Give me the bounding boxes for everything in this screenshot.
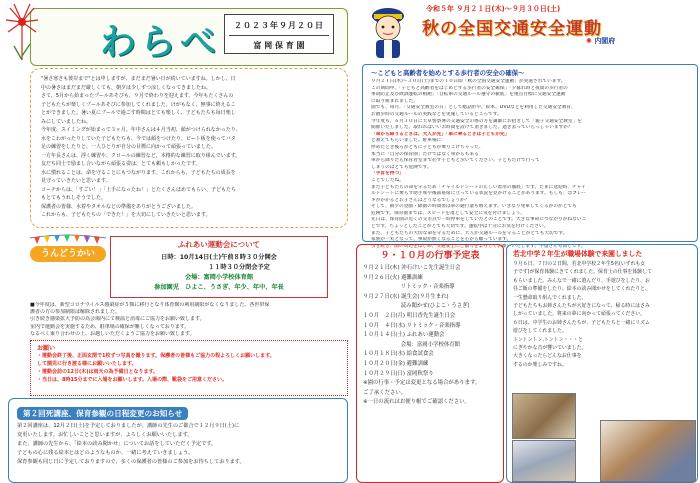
traffic-line: ルドシートに乗らず助手席や後部座席に立っている状況を見かけることがあります。もしも、急ブレー [371,191,587,197]
article-line: 見守っていきたいと思います。 [41,178,111,184]
traffic-line: 家族が一丸となって、事故が無くなることを心から願っています。 [371,237,512,243]
please-list [37,352,341,384]
undokai-note-line: 引き続き感染拡大予防の為会場内にて検温と消毒にご協力をお願い致します。 [30,316,205,323]
cabinet-office [586,36,615,46]
article-line: さて、5月から始まったプールあそびも、９月で終わりを迎えます。今年もたくさんの [41,93,234,99]
event-item: ※園の行事・予定は変更となる場合があります。 [363,380,481,387]
visit-line: 大きくなったらどんなお仕事を [513,353,582,360]
traffic-line: また子どもたちの命を守るため「チャイルドシートの正しい着用の徹底」です。たまに送迎時、チャイ [371,184,586,190]
police-mascot-icon [362,2,414,60]
traffic-highlight-2: 「手首を持つ」 [371,171,404,177]
article-line: 水をこわがったりしていた子どもたちも、今では顔をつけたり、ビート板を使ってバタ [41,135,236,142]
ehon-line: また、講師の先生から、「絵本の読み聞かせ」についてお話をしていただく予定です。 [17,441,217,447]
visit-line: 子どもたちもお姉さんたちが大好きになって、帰る時にはさみ [513,303,650,310]
traffic-line: そして、朝夕の登園・降園の時間帯は車の通行量も増えます。いきなり発車してくるかのがとても [371,204,577,210]
article-line: 今年度、スイミングが始まって３ヶ月。年中さんは４月当初、顔がつけられなかったり、 [41,127,241,133]
traffic-line: 車から降りたら保育者室まで必ず子どもと歩いてください。子どもだけで行って [371,158,540,164]
traffic-line: 本当に「自分の保育園」だけではなく車からも来る [371,151,479,157]
traffic-line: 今年度も、６月１０日に天草警察署の交通安全の係の方を講師にお招きして「親子交通安全教室」を [371,118,582,124]
events-title: ９・１０月の行事予定表 [380,251,480,261]
visit-line: にぎやかな音が響いていました。 [513,345,587,352]
school-name: 富 岡 保 育 園 [253,41,305,50]
ehon-title: 第２回死講座、保育参観の日程変更のお知らせ [17,407,188,420]
event-item: １０月２０日(金) 避難訓練 [363,360,429,367]
visit-line: 昼ご飯の準備をしたり、絵本の読み聞かせをしてくれたりと、 [513,286,650,293]
please-line: ・当日は、8時15分までに入場をお願いします。入場の際、靴袋をご用意ください。 [37,377,228,383]
undokai-notes [30,302,348,338]
article-line: 中の暑さはまだまだ厳しくても、朝夕は少しずつ涼しくなってきましたね。 [41,84,212,91]
article-line: コーチからは、「すごい！」「上手になったね！」とたくさんほめてもらい、子どもたち [41,186,237,193]
traffic-line: ９月２１日(木)～３０日(土)までの１０日間「秋の全国交通安全運動」が実施されています。 [371,79,566,84]
event-item: １０月１８日(水) 給食試食会 [363,351,434,358]
event-item: ９月２１日(木) 沖石けいこ先生誕生日会 [363,265,461,271]
visit-line: 遊びをしてくれました。 [513,328,567,335]
event-item: ９月２７日(水) 誕生会(９月生まれ) [363,293,449,300]
ehon-frame [8,398,348,483]
undokai-badge [28,232,108,266]
event-item: １０月 ４日(水) リトミック・音楽指導 [363,322,461,329]
visit-line: するのか楽しみですね。 [513,361,567,368]
date-box [224,14,334,54]
visit-title: 若北中学２年生が職場体験で来園しました [513,250,643,258]
ehon-body [17,422,339,467]
event-item: リトミック・音楽指導 [363,284,455,291]
visit-photo-1 [512,393,576,439]
traffic-header [356,0,700,62]
traffic-line: 先日は、保育園の近くの交差点で一時停車をしていたとのことです。大きな事故につながりかねないこ [371,217,587,223]
article-line: みにしていましたね。 [41,118,92,125]
traffic-line: と教えてもらいました。駐車場に [371,138,442,144]
traffic-line: とです。ちょっとしたことがとても大切です。運転中は十分にお気を付けください。 [371,224,549,230]
event-item: ご了承ください。 [363,389,407,396]
undokai-close: １１時３０分閉会予定 [208,264,270,271]
ehon-line: 変更いたします。お忙しいことと思いますが、よろしくお願いいたします。 [17,432,193,438]
visit-photo-3 [600,420,696,482]
undokai-note-line: なるべく乗り合わせの上、お越しいただくようご協力をお願い致します。 [30,330,195,337]
traffic-line: しまうのはとても危険です。 [371,164,432,170]
undokai-venue: 会場：富岡小学校体育館 [184,274,254,281]
article-line: 友だち同士で励まし合いながら頑張る姿は、とても頼もしかったです。 [41,161,201,167]
traffic-line: 園でも、毎月、「交通安全教室の日」として総話形や、絵本、DVDなどを利用した交通安全教育、 [371,105,576,111]
traffic-line: 開催いたしました。取れればいいお時間を設けて頂きました。過ぎ去っていらっしゃいますか？ [371,125,573,131]
article-line: 水に慣れることは、命を守ることにもつながります。これからも、子どもたちの成長を [41,169,236,176]
visit-line: 子です)が保育体験にきてくれました。保育士の仕事を体験して [513,269,652,276]
traffic-subtitle: ～こどもと高齢者を始めとする歩行者の安全の確保～ [371,69,525,77]
undokai-note-line: 護者の方の参加制限は解除されました。 [30,309,121,316]
event-item: １０月１４日(土) ふれあい運動会 [363,332,445,339]
traffic-line: また、子どもたちの大切な命を守るために、大人が交通ルールを守ることがとても大切です。 [371,230,568,236]
please-line: ・運動会終了後、正面玄関で1枚ずつ写真を撮ります。保護者の皆様もご協力の程よろしくお願いします。 [37,353,275,359]
traffic-line: に取り組まれました。 [371,98,418,104]
article-line: 保護者の皆様、水着やタオルなどの準備をありがとうございました。 [41,203,197,210]
undokai-badge-text: うんどうかい [30,246,106,262]
ehon-line: 保育参観も同じ日に予定しておりますので、多くの保護者の皆様のご参加をお待ちしております。 [17,459,245,465]
undokai-heading: ふれあい運動会について [177,240,261,249]
undokai-date: 日時：10月14日(土)午前８時３０分開会 [161,254,277,261]
article-line: 一方年長さんは、浮く練習や、クロールの練習など、本格的な練習に取り組んでいます。 [41,152,241,159]
undokai-groups: ひよこ、うさぎ、年少、年中、年長 [185,284,284,291]
article-body [41,75,337,220]
traffic-line: お散歩時の交通ルールの実践などを実施しているところです。 [371,111,502,117]
traffic-highlight-1: 「車から降りるときは、大人が先」「車に乗るときは子どもが先」 [371,131,510,137]
visit-line: もらいました。みんなで一緒に遊んだり、手遊びをしたり、お [513,277,650,284]
traffic-line: この期間中、「子どもと高齢者をはじめとする歩行者の安全確保」「夕暮れ時と夜間の歩行者の [371,85,568,91]
newsletter-title: わらべ [100,22,221,63]
visit-line: 一生懸命取り組んでくれました。 [513,294,587,301]
traffic-line: ことでしたね。 [371,177,404,183]
visit-line: しがっていました。将来の夢に向かって頑張ってください。 [513,311,646,318]
traffic-line: 引き続き、園の周辺をはじめ、交通安全にご協力をよろしくお願いいたします。学童さんも同じです。 [371,243,586,249]
event-item: １０月２９日(日) 富岡秋祭り [363,370,434,377]
ehon-line: 第２回講座は、12月２日(土)を予定しておりましたが、講師の先生のご都合で１２月９日(土)に [17,423,240,429]
article-line: これからも、子どもたちの「できた！」を大切にしていきたいと思います。 [41,212,211,218]
article-line: 足の練習をしたりと、一人ひとりが自分の目標に向かって頑張っていました。 [41,144,217,150]
undokai-info-box [110,236,328,298]
article-line: "暑さ寒さも彼岸まで"とは申しますが、まだまだ暑い日が続いていますね。しかし、日 [41,76,236,82]
undokai-note-line: 室内で運動会を実施するため、駐車場の確保が難しくなっております。 [30,323,190,330]
event-item: 読み聞かせ(ひよこ・うさぎ) [363,303,470,310]
visit-line: ６日は、中学生のお姉さんたちが、子どもたちと一緒にリズム [513,319,650,326]
events-frame [356,244,504,483]
article-line: もとてもうれしそうでした。 [41,195,107,201]
event-item: ※一日の流れはお便り帳でご確認ください。 [363,399,470,406]
undokai-groups-label: 参加園児 [154,284,179,291]
article-line: とができました。暑い夏にプールで過ごす時間はとても楽しく、子どもたちも毎日楽し [41,110,236,116]
undokai-please-box [30,340,348,396]
traffic-line: キがかかるとお子さんはどうなるでしょうか？ [371,197,470,203]
undokai-note-line: ■今年度は、新型コロナウイルス感染症が５類に移行となり体育館の利用制限がなくなりました。各世帯保 [30,302,270,308]
visit-line: トントントン,トントン・・・と [513,336,584,343]
please-line: して園児に行き渡る様にお願いいたします。 [37,361,137,367]
traffic-body [371,79,689,250]
visit-body [513,260,691,369]
ehon-line: 子どもの心に残る絵本とはどのようなものか、一緒に考えていきましょう。 [17,450,194,456]
event-item: ９月２６日(火) 避難訓練 [363,274,423,281]
sun-logo-icon: ✺ [586,37,592,45]
traffic-period: 令和５年 ９月２１日(木)～９月３０日(土) [426,5,561,13]
events-list [363,264,497,408]
traffic-line: 停めたとき後ろがどもに子どもが乗りこけちゃった、 [371,144,484,150]
article-line: 子どもたちが楽しくプールあそびに参加してくれました。けがもなく、無事に終えるこ [41,101,236,108]
visit-photo-2 [512,440,576,482]
event-item: １０月 ２日(月) 明日香先生誕生日会 [363,312,456,319]
traffic-line: 事故防止及び飲酒運転の根絶」「自転車の交通ルール遵守の徹底」を重点目標に交通安全運動 [371,92,566,98]
traffic-frame [362,64,698,249]
visit-line: ９月６日、７日の２日間、若北中学校２年生5名(いずれも女 [513,261,646,267]
article-frame [30,68,348,228]
please-label: お願い [37,345,56,352]
please-line: ・運動会前の12日(木)は雨天の為予備日となります。 [37,369,159,375]
traffic-org: 内閣府 [594,37,616,45]
traffic-line: 危険です。保育園までは、スピードを落として安全に気を付けましょう。 [371,210,526,216]
issue-date: ２０２３年９月２０日 [234,21,324,30]
event-item: 会場：富岡小学校体育館 [363,341,461,348]
traffic-title: 秋の全国交通安全運動 [422,19,602,39]
flower-illustration [2,2,42,62]
